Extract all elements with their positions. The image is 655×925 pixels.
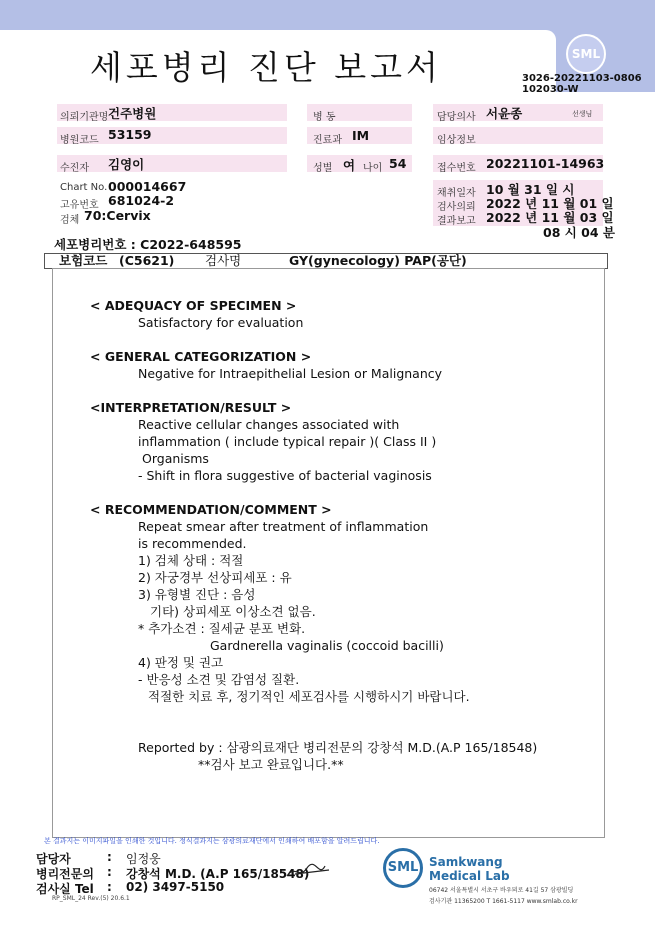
patient-row-bg	[57, 155, 287, 172]
document-id-line-1: 3026-20221103-0806	[522, 73, 642, 84]
lab-name-line-1: Samkwang	[429, 855, 503, 869]
manager-label: 담당자	[36, 852, 71, 866]
test-name-label: 검사명	[205, 253, 242, 268]
tel-label: 검사실 Tel	[36, 882, 94, 896]
page-title: 세포병리 진단 보고서	[90, 48, 442, 87]
sml-logo-badge: SML	[566, 34, 606, 74]
dept-label: 진료과	[313, 135, 342, 146]
patient-value: 김영이	[108, 157, 145, 172]
recommendation-line: Gardnerella vaginalis (coccoid bacilli)	[210, 638, 444, 653]
colon: :	[107, 865, 112, 879]
recommendation-line: 2) 자궁경부 선상피세포 : 유	[138, 570, 292, 585]
category-heading: < GENERAL CATEGORIZATION >	[90, 349, 312, 364]
collected-value: 10 월 31 일 시	[486, 182, 575, 197]
recommendation-line: - 반응성 소견 및 감염성 질환.	[138, 672, 300, 687]
reported-label: 결과보고	[437, 216, 476, 227]
ward-label: 병 동	[313, 112, 336, 123]
interpretation-line: inflammation ( include typical repair )( Class II )	[138, 434, 437, 449]
reported-time: 08 시 04 분	[543, 225, 615, 240]
signature-scribble	[285, 860, 335, 882]
adequacy-heading: < ADEQUACY OF SPECIMEN >	[90, 298, 297, 313]
revision-code: RP_SML_24 Rev.(5) 20.6.1	[52, 895, 130, 902]
colon: :	[107, 850, 112, 864]
age-label: 나이	[363, 163, 383, 174]
dept-value: IM	[352, 128, 370, 143]
chart-value: 000014667	[108, 179, 187, 194]
recommendation-line: 적절한 치료 후, 정기적인 세포검사를 시행하시기 바랍니다.	[148, 689, 470, 704]
specimen-value: 70:Cervix	[84, 208, 151, 223]
reported-by: Reported by : 삼광의료재단 병리전문의 강창석 M.D.(A.P 165/18548)	[138, 740, 538, 755]
doctor-label: 담당의사	[437, 112, 476, 123]
doctor-value: 서윤종	[486, 106, 523, 121]
cytology-number: 세포병리번호 : C2022-648595	[54, 237, 242, 252]
sex-label: 성별	[313, 163, 333, 174]
requested-label: 검사의뢰	[437, 202, 476, 213]
specimen-label: 검체	[60, 215, 80, 226]
document-id	[522, 73, 642, 95]
recommendation-line: 1) 검체 상태 : 적절	[138, 553, 244, 568]
insurance-bar	[44, 253, 608, 269]
lab-address-line-2: 검사기관 11365200 T 1661-5117 www.smlab.co.kr	[429, 898, 578, 905]
chart-label: Chart No.	[60, 182, 108, 193]
recommendation-line: 3) 유형별 진단 : 음성	[138, 587, 256, 602]
category-text: Negative for Intraepithelial Lesion or Malignancy	[138, 366, 443, 381]
receipt-value: 20221101-14963	[486, 156, 605, 171]
adequacy-text: Satisfactory for evaluation	[138, 315, 304, 330]
reported-value: 2022 년 11 월 03 일	[486, 210, 614, 225]
manager-value: 임정웅	[126, 852, 161, 866]
institution-label: 의뢰기관명	[60, 112, 109, 123]
receipt-label: 접수번호	[437, 163, 476, 174]
interpretation-heading: <INTERPRETATION/RESULT >	[90, 400, 292, 415]
test-name: GY(gynecology) PAP(공단)	[289, 253, 467, 268]
lab-name	[429, 855, 510, 883]
report-complete: **검사 보고 완료입니다.**	[198, 757, 344, 772]
document-id-line-2: 102030-W	[522, 84, 579, 95]
insurance-code-label: 보험코드	[59, 253, 108, 268]
recommendation-line: 기타) 상피세포 이상소견 없음.	[150, 604, 316, 619]
clinical-label: 임상정보	[437, 135, 476, 146]
patient-label: 수진자	[60, 163, 89, 174]
interpretation-line: Organisms	[142, 451, 209, 466]
collected-label: 채취일자	[437, 188, 476, 199]
doctor-suffix: 선생님	[572, 110, 593, 118]
unique-value: 681024-2	[108, 193, 175, 208]
tel-value: 02) 3497-5150	[126, 880, 225, 894]
sex-value: 여	[343, 158, 356, 173]
recommendation-line: is recommended.	[138, 536, 247, 551]
age-value: 54	[389, 156, 407, 171]
report-body	[90, 297, 537, 773]
recommendation-line: * 추가소견 : 질세균 분포 변화.	[138, 621, 306, 636]
pathologist-value: 강창석 M.D. (A.P 165/18548)	[126, 867, 310, 881]
recommendation-heading: < RECOMMENDATION/COMMENT >	[90, 502, 332, 517]
hospital-code-label: 병원코드	[60, 135, 99, 146]
recommendation-line: 4) 판정 및 권고	[138, 655, 224, 670]
pathologist-label: 병리전문의	[36, 867, 94, 881]
requested-value: 2022 년 11 월 01 일	[486, 196, 614, 211]
recommendation-line: Repeat smear after treatment of inflammation	[138, 519, 429, 534]
footer-note: 본 결과지는 이미지파일을 인쇄한 것입니다. 정식결과지는 삼광의료재단에서 인쇄하여 배포함을 알려드립니다.	[44, 837, 380, 845]
hospital-code-value: 53159	[108, 127, 152, 142]
lab-address-line-1: 06742 서울특별시 서초구 바우뫼로 41길 57 삼광빌딩	[429, 887, 574, 894]
interpretation-line: - Shift in flora suggestive of bacterial vaginosis	[138, 468, 432, 483]
colon: :	[107, 880, 112, 894]
lab-logo: SML	[383, 848, 423, 888]
lab-address	[429, 885, 578, 907]
interpretation-line: Reactive cellular changes associated with	[138, 417, 400, 432]
institution-value: 건주병원	[108, 106, 157, 121]
insurance-code: (C5621)	[119, 253, 175, 268]
unique-label: 고유번호	[60, 200, 99, 211]
lab-name-line-2: Medical Lab	[429, 869, 510, 883]
